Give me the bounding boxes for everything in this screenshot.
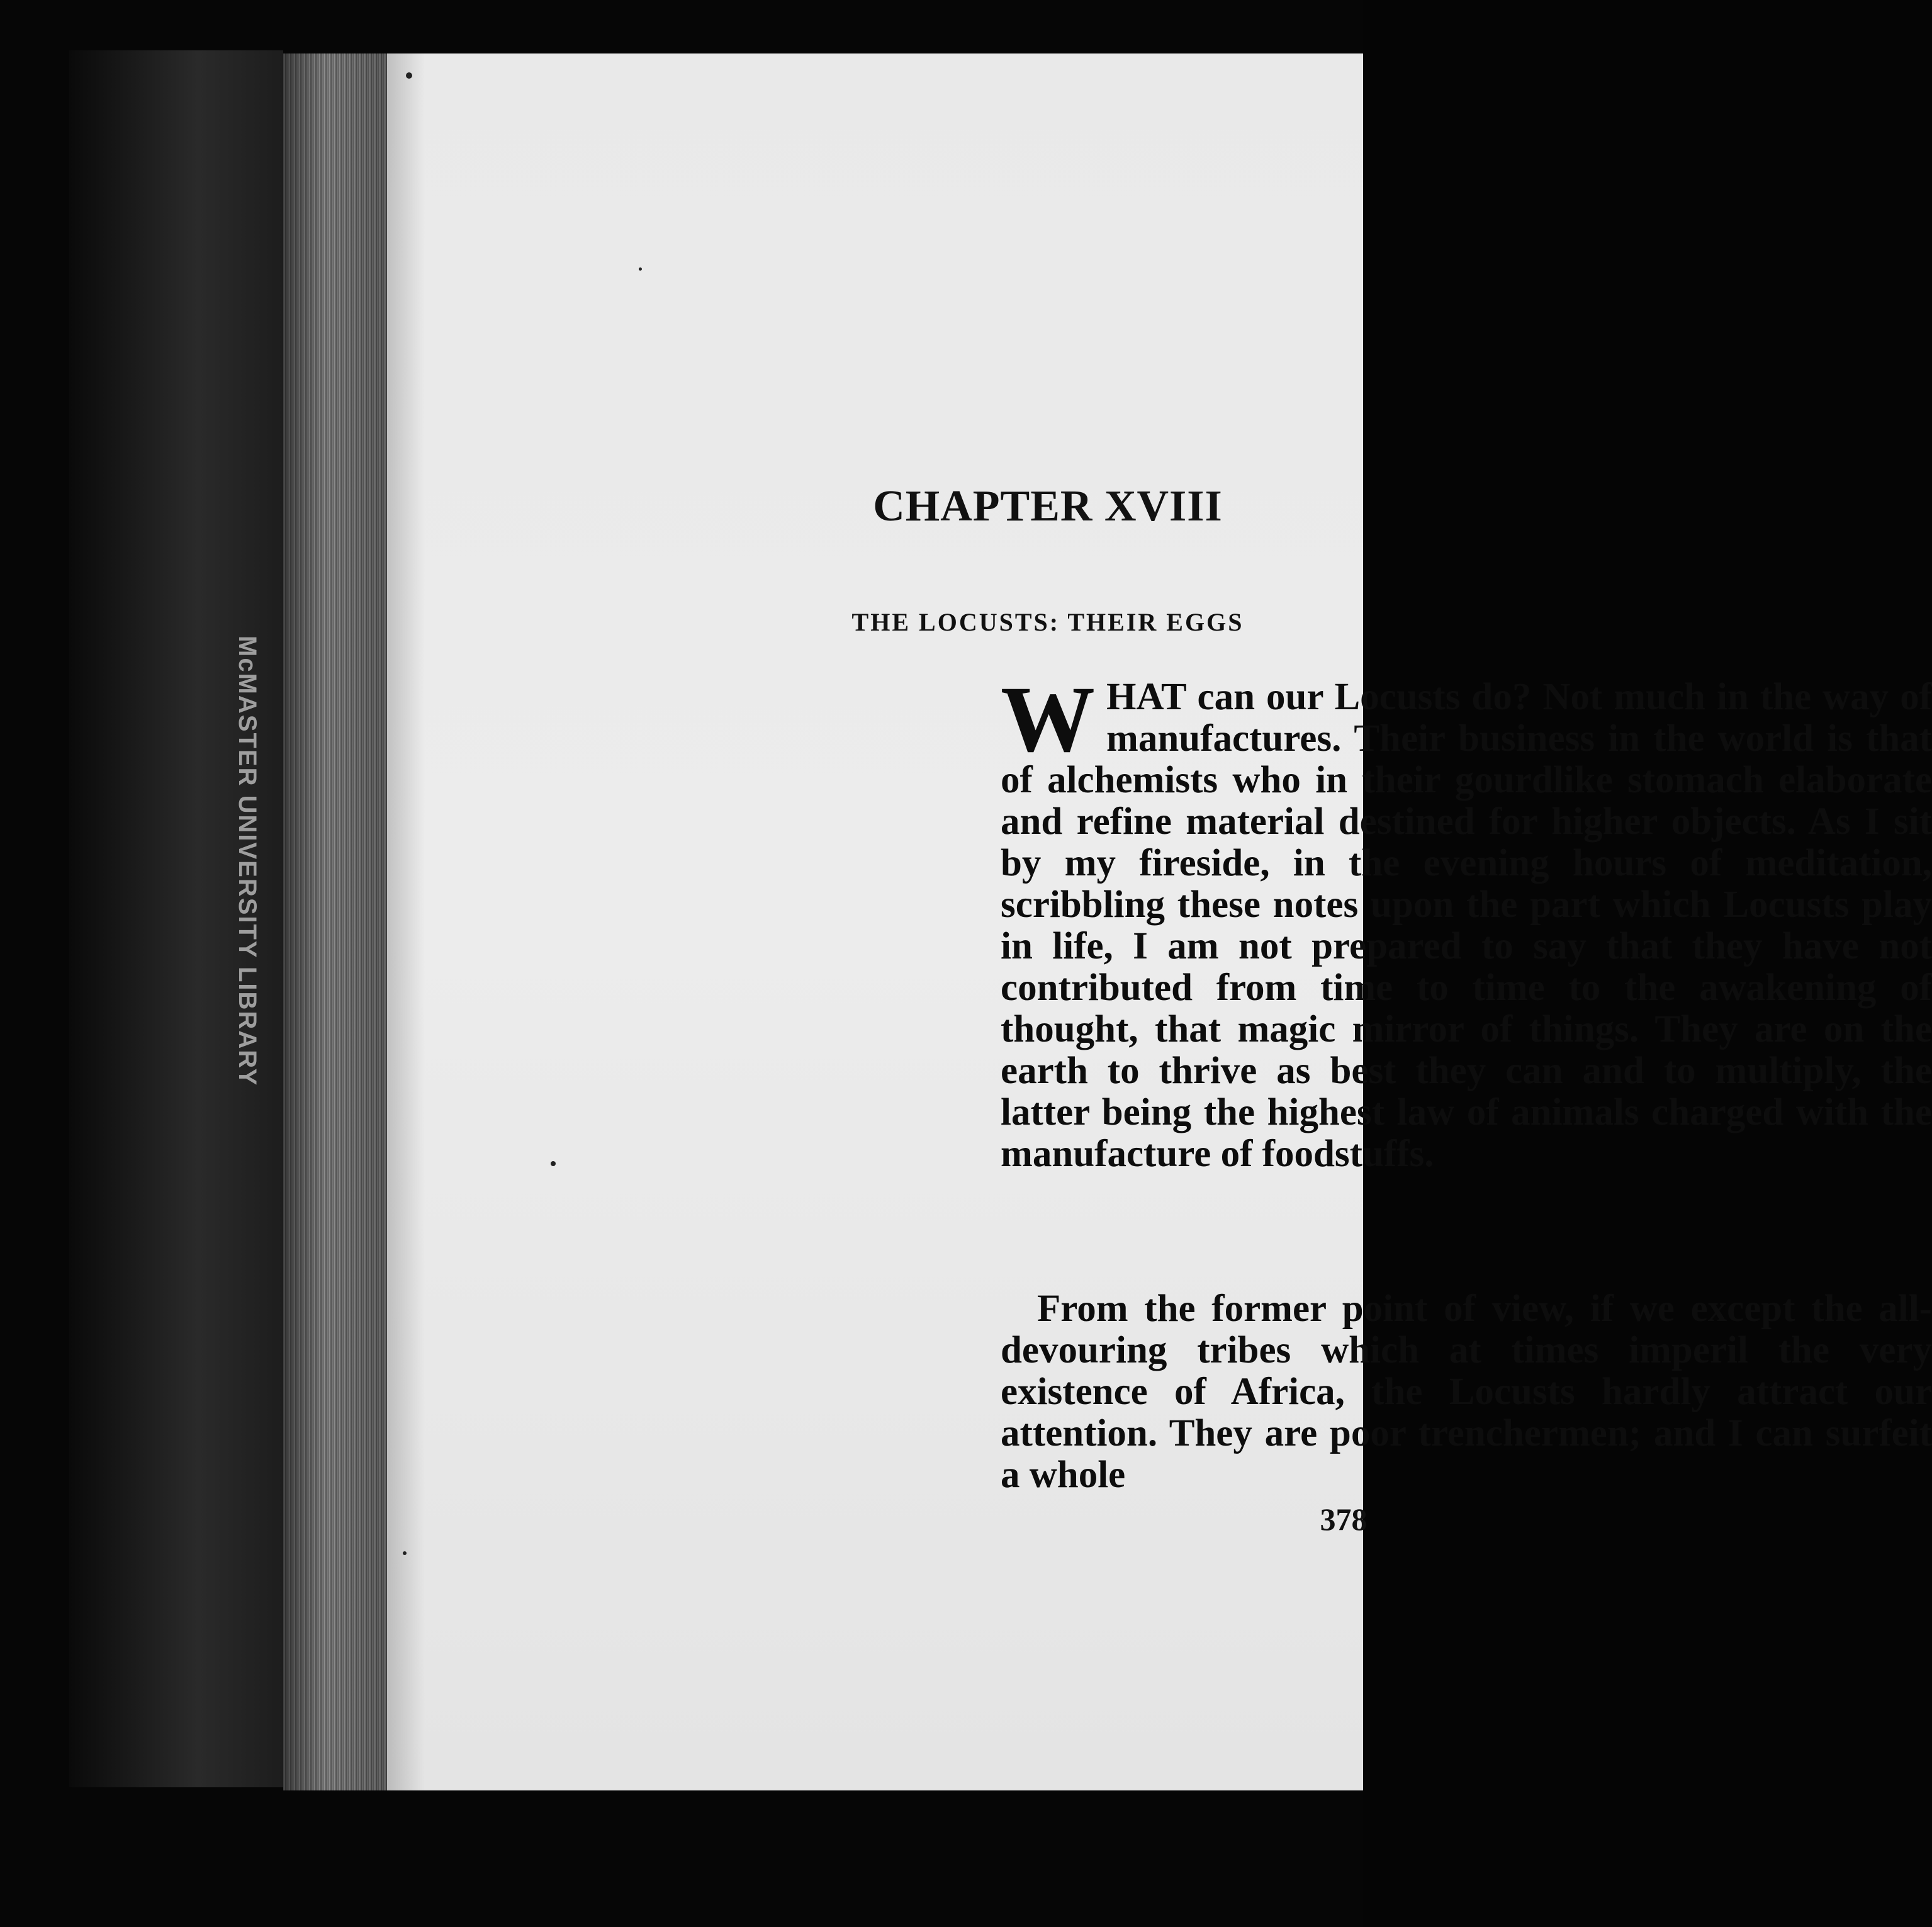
- chapter-title: THE LOCUSTS: THEIR EGGS: [851, 608, 1244, 636]
- page-number: 378: [1320, 1502, 1368, 1537]
- paragraph-2: From the former point of view, if we except the all-devouring tribes which at times imperil the very existence of Africa, the Locusts hardly attract our attention. They are poor trenchermen; and I can surfeit a whole: [1001, 1288, 1932, 1496]
- drop-cap: W: [1001, 667, 1095, 772]
- paragraph-1: [1001, 667, 1932, 1175]
- dust-speck: [403, 1551, 407, 1555]
- library-stamp: McMASTER UNIVERSITY LIBRARY: [233, 636, 261, 1087]
- page-edges: [283, 53, 390, 1790]
- dust-speck: [406, 72, 412, 79]
- chapter-number: CHAPTER XVIII: [873, 482, 1223, 531]
- dust-speck: [639, 267, 642, 271]
- page: [387, 53, 1932, 1790]
- paragraph-1-text: HAT can our Locusts do? Not much in the way of manufactures. Their business in the world is that of alchemists who in their gourdlike stomach elaborate and refine material destined for higher objects. As I sit by my fireside, in the evening hours of meditation, scribbling these notes upon the part which Locusts play in life, I am not prepared to say that they have not contributed from time to time to the awakening of thought, that magic mirror of things. They are on the earth to thrive as best they can and to multiply, the latter being the highest law of animals charged with the manufacture of foodstuffs.: [1001, 676, 1932, 1175]
- dust-speck: [551, 1161, 556, 1166]
